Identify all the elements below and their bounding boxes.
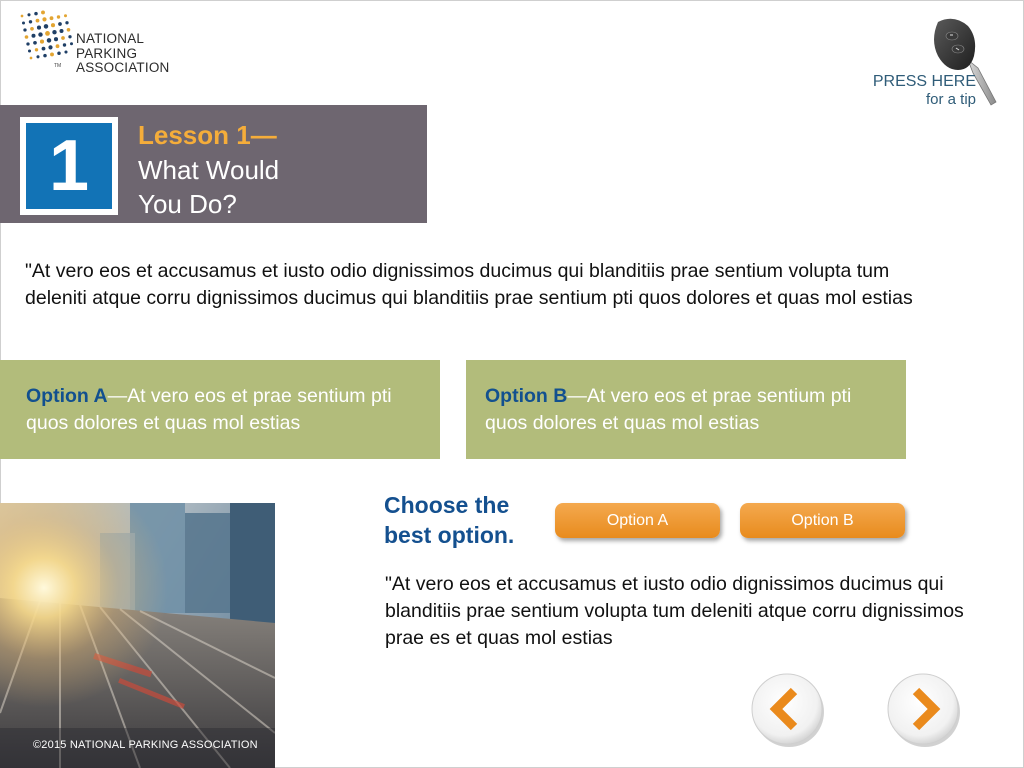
lesson-subtitle: What Would You Do? — [138, 155, 280, 219]
logo-trademark: TM — [54, 63, 62, 69]
option-b-text: —At vero eos et prae sentium pti quos dolores et quas mol estias — [485, 385, 852, 434]
choose-option-b-button[interactable]: Option B — [740, 503, 905, 538]
logo-line-1: NATIONAL — [76, 31, 145, 46]
npa-logo — [16, 10, 186, 80]
logo-line-2: PARKING — [76, 45, 138, 61]
logo-wordmark — [76, 32, 169, 76]
option-a-panel — [0, 360, 440, 459]
scenario-text: "At vero eos et accusamus et iusto odio dignissimos ducimus qui blanditiis prae sentium volupta tum deleniti atque corru dignissimos ducimus qui blanditiis prae sentium pti quos dolores et quas mol estias — [25, 260, 913, 309]
option-b-panel — [466, 360, 906, 459]
option-a-label: Option A — [26, 385, 108, 407]
option-a-text: —At vero eos et prae sentium pti quos dolores et quas mol estias — [26, 385, 392, 434]
prev-button[interactable] — [750, 672, 826, 748]
copyright-text: ©2015 NATIONAL PARKING ASSOCIATION — [33, 739, 258, 751]
tip-label-secondary: for a tip — [925, 91, 976, 108]
lesson-banner — [0, 105, 427, 223]
city-traffic-photo — [0, 503, 275, 768]
next-button[interactable] — [886, 672, 962, 748]
lesson-title: Lesson 1— — [138, 120, 277, 150]
lesson-number-frame — [20, 117, 118, 215]
tip-button[interactable] — [873, 72, 976, 109]
feedback-text: "At vero eos et accusamus et iusto odio dignissimos ducimus qui blanditiis prae sentium volupta tum deleniti atque corru dignissimos prae es et quas mol estias — [385, 573, 964, 649]
choose-option-a-button[interactable]: Option A — [555, 503, 720, 538]
logo-dots-graphic — [16, 10, 76, 70]
tip-label-primary: PRESS HERE — [872, 73, 976, 90]
choose-prompt: Choose the best option. — [384, 492, 515, 548]
logo-line-3: ASSOCIATION — [76, 60, 170, 75]
option-b-label: Option B — [485, 385, 568, 407]
lesson-number: 1 — [26, 123, 112, 209]
